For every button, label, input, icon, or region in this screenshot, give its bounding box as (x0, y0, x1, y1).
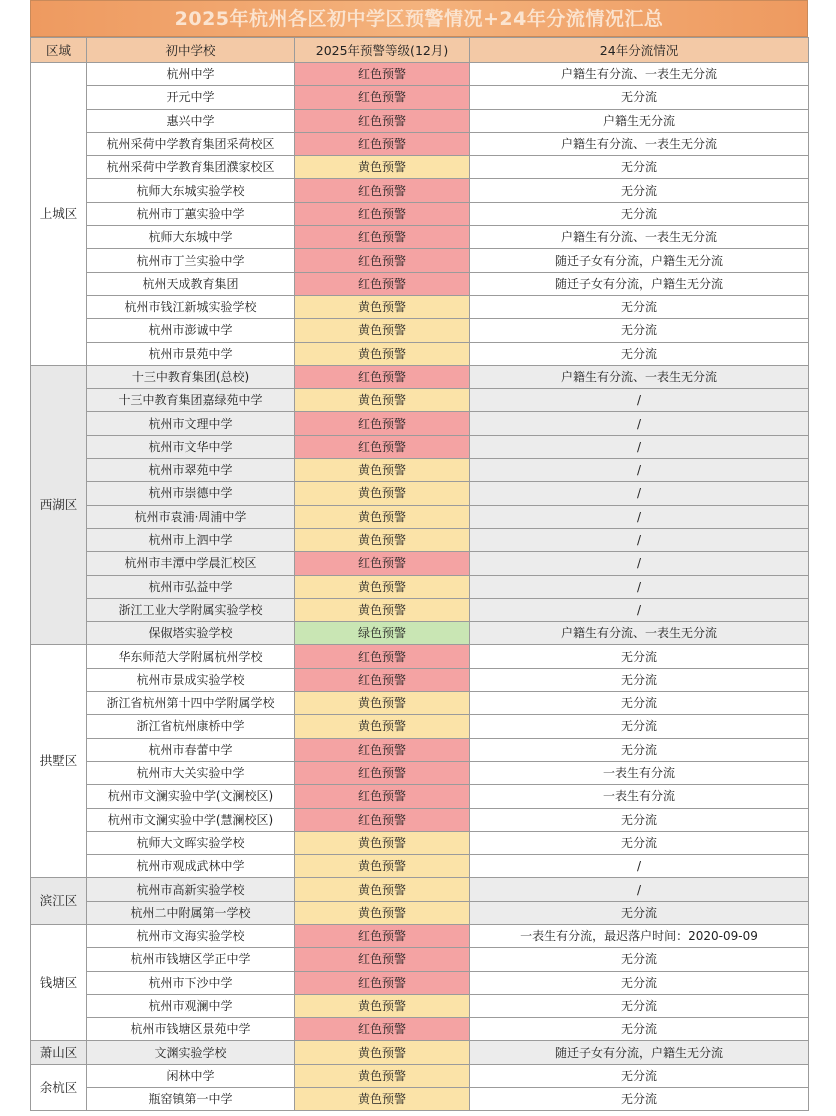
diversion-status-cell: 无分流 (470, 179, 809, 202)
table-row (31, 202, 809, 225)
warning-level-cell: 红色预警 (295, 924, 470, 947)
diversion-status-cell: 户籍生有分流、一表生无分流 (470, 132, 809, 155)
diversion-status-cell: 无分流 (470, 342, 809, 365)
table-row (31, 1064, 809, 1087)
diversion-status-cell: 户籍生有分流、一表生无分流 (470, 365, 809, 388)
diversion-status-cell: / (470, 575, 809, 598)
district-cell: 拱墅区 (31, 645, 87, 878)
header-row (31, 38, 809, 63)
warning-level-cell: 红色预警 (295, 552, 470, 575)
warning-level-cell: 黄色预警 (295, 1041, 470, 1064)
table-row (31, 878, 809, 901)
table-row (31, 272, 809, 295)
warning-level-cell: 红色预警 (295, 435, 470, 458)
warning-table (30, 37, 809, 1111)
table-row (31, 738, 809, 761)
warning-level-cell: 黄色预警 (295, 1064, 470, 1087)
school-cell: 杭州市丰潭中学晨汇校区 (87, 552, 295, 575)
school-cell: 文渊实验学校 (87, 1041, 295, 1064)
school-cell: 杭州市观成武林中学 (87, 855, 295, 878)
table-row (31, 342, 809, 365)
diversion-status-cell: / (470, 435, 809, 458)
warning-level-cell: 黄色预警 (295, 575, 470, 598)
warning-level-cell: 红色预警 (295, 971, 470, 994)
warning-level-cell: 红色预警 (295, 668, 470, 691)
diversion-status-cell: 无分流 (470, 738, 809, 761)
warning-level-cell: 红色预警 (295, 249, 470, 272)
table-row (31, 295, 809, 318)
table-row (31, 575, 809, 598)
warning-level-cell: 绿色预警 (295, 622, 470, 645)
warning-level-cell: 黄色预警 (295, 692, 470, 715)
table-row (31, 715, 809, 738)
school-cell: 杭州市弘益中学 (87, 575, 295, 598)
table-row (31, 692, 809, 715)
school-cell: 十三中教育集团嘉绿苑中学 (87, 389, 295, 412)
diversion-status-cell: 无分流 (470, 1018, 809, 1041)
table-row (31, 109, 809, 132)
diversion-status-cell: 无分流 (470, 994, 809, 1017)
school-cell: 杭州市大关实验中学 (87, 761, 295, 784)
warning-level-cell: 红色预警 (295, 412, 470, 435)
diversion-status-cell: 户籍生有分流、一表生无分流 (470, 63, 809, 86)
diversion-status-cell: 一表生有分流，最迟落户时间：2020-09-09 (470, 924, 809, 947)
diversion-status-cell: 无分流 (470, 1088, 809, 1111)
school-cell: 杭州市下沙中学 (87, 971, 295, 994)
school-cell: 浙江省杭州康桥中学 (87, 715, 295, 738)
table-row (31, 901, 809, 924)
warning-level-cell: 红色预警 (295, 1018, 470, 1041)
diversion-status-cell: 无分流 (470, 808, 809, 831)
diversion-status-cell: / (470, 598, 809, 621)
diversion-status-cell: / (470, 412, 809, 435)
diversion-status-cell: 无分流 (470, 319, 809, 342)
district-cell: 西湖区 (31, 365, 87, 645)
school-cell: 杭州市崇德中学 (87, 482, 295, 505)
warning-level-cell: 黄色预警 (295, 342, 470, 365)
school-cell: 瓶窑镇第一中学 (87, 1088, 295, 1111)
warning-level-cell: 红色预警 (295, 202, 470, 225)
table-row (31, 249, 809, 272)
school-cell: 闲林中学 (87, 1064, 295, 1087)
school-cell: 杭州市上泗中学 (87, 528, 295, 551)
table-title: 2025年杭州各区初中学区预警情况+24年分流情况汇总 (30, 0, 808, 37)
school-cell: 杭州采荷中学教育集团采荷校区 (87, 132, 295, 155)
warning-level-cell: 红色预警 (295, 179, 470, 202)
school-cell: 杭州市文华中学 (87, 435, 295, 458)
warning-level-cell: 黄色预警 (295, 505, 470, 528)
school-cell: 杭州市景成实验学校 (87, 668, 295, 691)
table-row (31, 552, 809, 575)
diversion-status-cell: 随迁子女有分流，户籍生无分流 (470, 272, 809, 295)
table-row (31, 924, 809, 947)
school-cell: 杭州市高新实验学校 (87, 878, 295, 901)
warning-level-cell: 黄色预警 (295, 482, 470, 505)
school-cell: 杭州采荷中学教育集团濮家校区 (87, 156, 295, 179)
table-row (31, 994, 809, 1017)
diversion-status-cell: 无分流 (470, 948, 809, 971)
table-row (31, 971, 809, 994)
school-cell: 杭州市观澜中学 (87, 994, 295, 1017)
diversion-status-cell: 无分流 (470, 295, 809, 318)
table-row (31, 156, 809, 179)
header-school: 初中学校 (87, 38, 295, 63)
table-row (31, 435, 809, 458)
diversion-status-cell: 一表生有分流 (470, 761, 809, 784)
warning-level-cell: 红色预警 (295, 86, 470, 109)
school-cell: 杭州市丁蕙实验中学 (87, 202, 295, 225)
district-cell: 上城区 (31, 63, 87, 366)
school-cell: 开元中学 (87, 86, 295, 109)
table-row (31, 412, 809, 435)
warning-level-cell: 红色预警 (295, 109, 470, 132)
warning-level-cell: 红色预警 (295, 761, 470, 784)
diversion-status-cell: / (470, 459, 809, 482)
school-cell: 惠兴中学 (87, 109, 295, 132)
school-cell: 杭师大文晖实验学校 (87, 831, 295, 854)
school-cell: 杭州市翠苑中学 (87, 459, 295, 482)
school-cell: 杭州市袁浦·周浦中学 (87, 505, 295, 528)
table-row (31, 948, 809, 971)
school-cell: 浙江省杭州第十四中学附属学校 (87, 692, 295, 715)
table-row (31, 459, 809, 482)
warning-level-cell: 黄色预警 (295, 156, 470, 179)
header-district: 区域 (31, 38, 87, 63)
diversion-status-cell: 无分流 (470, 831, 809, 854)
warning-level-cell: 红色预警 (295, 63, 470, 86)
warning-level-cell: 黄色预警 (295, 1088, 470, 1111)
table-row (31, 831, 809, 854)
table-row (31, 482, 809, 505)
diversion-status-cell: 随迁子女有分流，户籍生无分流 (470, 249, 809, 272)
diversion-status-cell: 无分流 (470, 86, 809, 109)
diversion-status-cell: 户籍生有分流、一表生无分流 (470, 622, 809, 645)
diversion-status-cell: 一表生有分流 (470, 785, 809, 808)
school-cell: 杭州市文海实验学校 (87, 924, 295, 947)
school-cell: 杭州市澎诚中学 (87, 319, 295, 342)
school-cell: 杭师大东城中学 (87, 226, 295, 249)
school-cell: 杭州市春蕾中学 (87, 738, 295, 761)
school-cell: 杭州二中附属第一学校 (87, 901, 295, 924)
table-row (31, 598, 809, 621)
school-cell: 杭州市钱塘区学正中学 (87, 948, 295, 971)
warning-level-cell: 黄色预警 (295, 901, 470, 924)
table-row (31, 226, 809, 249)
warning-level-cell: 红色预警 (295, 738, 470, 761)
school-cell: 杭师大东城实验学校 (87, 179, 295, 202)
diversion-status-cell: 无分流 (470, 971, 809, 994)
diversion-status-cell: 无分流 (470, 668, 809, 691)
header-warning-level: 2025年预警等级(12月) (295, 38, 470, 63)
warning-level-cell: 黄色预警 (295, 389, 470, 412)
diversion-status-cell: 户籍生有分流、一表生无分流 (470, 226, 809, 249)
school-cell: 杭州市钱江新城实验学校 (87, 295, 295, 318)
diversion-status-cell: / (470, 482, 809, 505)
table-row (31, 179, 809, 202)
table-row (31, 808, 809, 831)
table-row (31, 668, 809, 691)
diversion-status-cell: / (470, 855, 809, 878)
diversion-status-cell: / (470, 505, 809, 528)
warning-level-cell: 黄色预警 (295, 994, 470, 1017)
warning-level-cell: 黄色预警 (295, 831, 470, 854)
school-cell: 杭州市文理中学 (87, 412, 295, 435)
table-row (31, 622, 809, 645)
table-row (31, 63, 809, 86)
school-cell: 保俶塔实验学校 (87, 622, 295, 645)
diversion-status-cell: 户籍生无分流 (470, 109, 809, 132)
school-cell: 杭州市丁兰实验中学 (87, 249, 295, 272)
diversion-status-cell: 无分流 (470, 156, 809, 179)
table-row (31, 528, 809, 551)
table-row (31, 785, 809, 808)
school-cell: 杭州市景苑中学 (87, 342, 295, 365)
table-row (31, 855, 809, 878)
table-row (31, 761, 809, 784)
school-cell: 浙江工业大学附属实验学校 (87, 598, 295, 621)
warning-level-cell: 红色预警 (295, 272, 470, 295)
diversion-status-cell: / (470, 389, 809, 412)
district-cell: 余杭区 (31, 1064, 87, 1111)
table-row (31, 1088, 809, 1111)
warning-level-cell: 红色预警 (295, 132, 470, 155)
district-cell: 滨江区 (31, 878, 87, 925)
table-row (31, 86, 809, 109)
school-cell: 杭州市文澜实验中学(慧澜校区) (87, 808, 295, 831)
table-row (31, 1018, 809, 1041)
warning-level-cell: 黄色预警 (295, 528, 470, 551)
table-row (31, 505, 809, 528)
school-cell: 杭州天成教育集团 (87, 272, 295, 295)
school-cell: 华东师范大学附属杭州学校 (87, 645, 295, 668)
warning-level-cell: 黄色预警 (295, 319, 470, 342)
district-cell: 萧山区 (31, 1041, 87, 1064)
warning-level-cell: 红色预警 (295, 645, 470, 668)
diversion-status-cell: 无分流 (470, 1064, 809, 1087)
warning-level-cell: 红色预警 (295, 785, 470, 808)
district-cell: 钱塘区 (31, 924, 87, 1040)
diversion-status-cell: 无分流 (470, 202, 809, 225)
warning-level-cell: 黄色预警 (295, 598, 470, 621)
diversion-status-cell: / (470, 552, 809, 575)
diversion-status-cell: 无分流 (470, 645, 809, 668)
diversion-status-cell: / (470, 878, 809, 901)
table-row (31, 645, 809, 668)
warning-level-cell: 黄色预警 (295, 855, 470, 878)
school-cell: 杭州市文澜实验中学(文澜校区) (87, 785, 295, 808)
table-body (31, 63, 809, 1111)
table-row (31, 1041, 809, 1064)
warning-level-cell: 黄色预警 (295, 459, 470, 482)
warning-level-cell: 黄色预警 (295, 878, 470, 901)
warning-level-cell: 红色预警 (295, 365, 470, 388)
diversion-status-cell: / (470, 528, 809, 551)
school-cell: 杭州中学 (87, 63, 295, 86)
warning-level-cell: 黄色预警 (295, 715, 470, 738)
school-cell: 十三中教育集团(总校) (87, 365, 295, 388)
table-row (31, 365, 809, 388)
diversion-status-cell: 无分流 (470, 901, 809, 924)
diversion-status-cell: 无分流 (470, 715, 809, 738)
warning-level-cell: 红色预警 (295, 948, 470, 971)
diversion-status-cell: 随迁子女有分流，户籍生无分流 (470, 1041, 809, 1064)
warning-level-cell: 红色预警 (295, 808, 470, 831)
warning-level-cell: 黄色预警 (295, 295, 470, 318)
diversion-status-cell: 无分流 (470, 692, 809, 715)
header-diversion-status: 24年分流情况 (470, 38, 809, 63)
school-cell: 杭州市钱塘区景苑中学 (87, 1018, 295, 1041)
table-row (31, 319, 809, 342)
warning-level-cell: 红色预警 (295, 226, 470, 249)
table-row (31, 389, 809, 412)
table-row (31, 132, 809, 155)
